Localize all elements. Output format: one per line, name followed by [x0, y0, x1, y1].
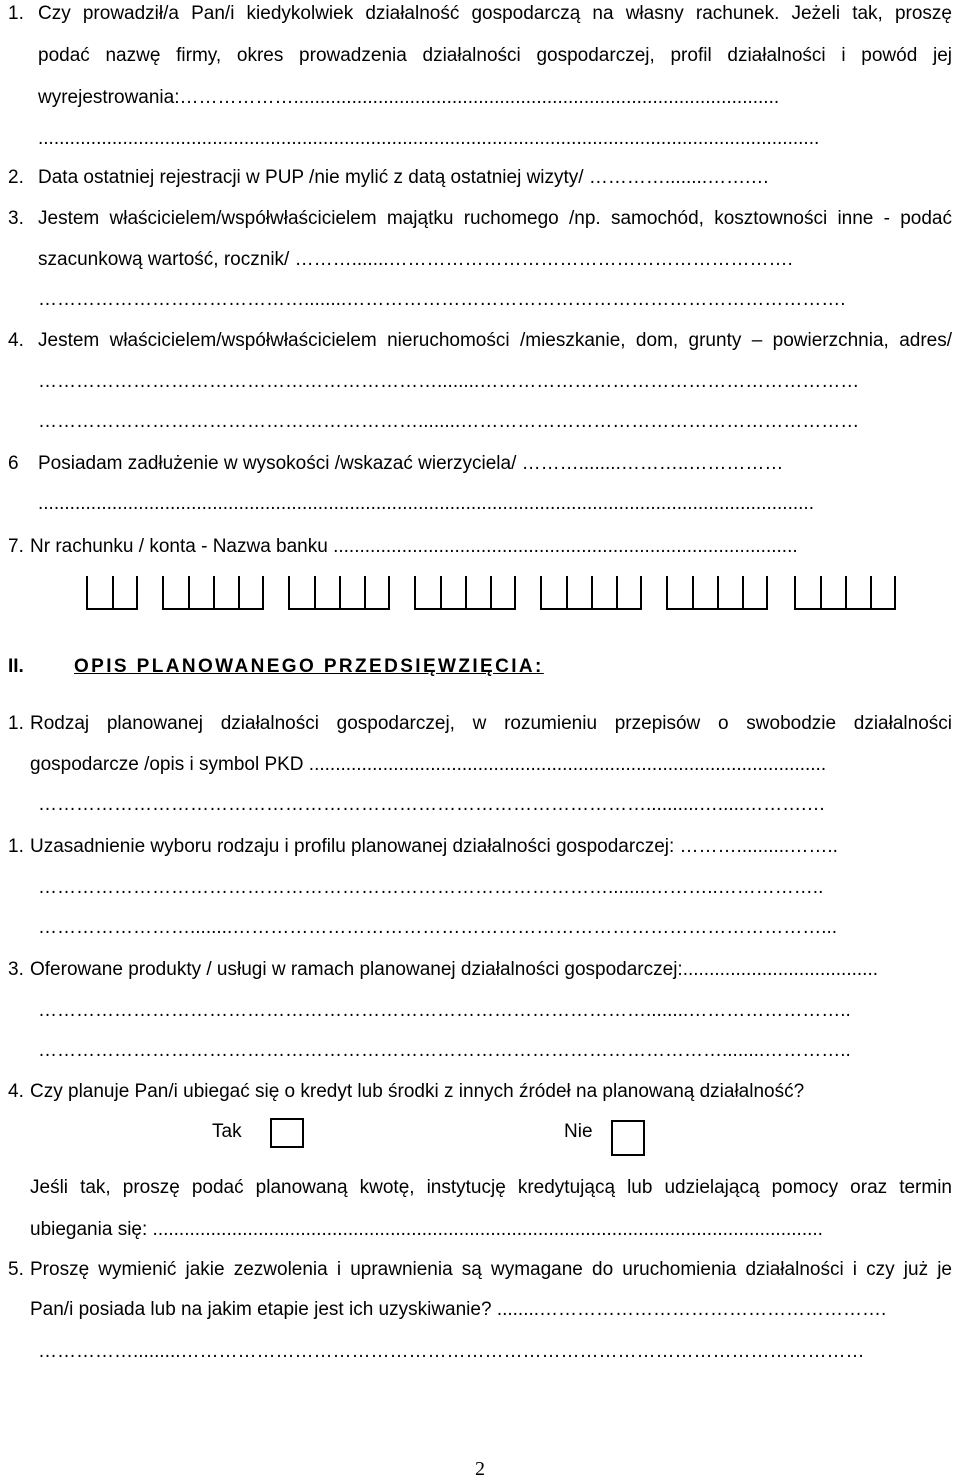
s2-p4-number: 4.: [8, 1081, 24, 1102]
account-group-4[interactable]: [414, 576, 516, 610]
account-group-6[interactable]: [666, 576, 768, 610]
account-group-1[interactable]: [86, 576, 138, 610]
s2-p2-answer-field-1[interactable]: ………………………………………………………………………………........………..……………..: [38, 877, 824, 898]
s2-p3-answer-field-2[interactable]: ………………………………………………………………………………………………........…………..: [38, 1040, 851, 1061]
q7-text[interactable]: Nr rachunku / konta - Nazwa banku ........................................................................................: [30, 536, 798, 557]
section-2-heading: [8, 656, 544, 678]
s2-p3-text-1[interactable]: Oferowane produkty / usługi w ramach planowanej działalności gospodarczej:.....................................: [30, 959, 879, 980]
q2-line[interactable]: [0, 166, 960, 190]
s2-p2-text-1[interactable]: Uzasadnienie wyboru rodzaju i profilu planowanej działalności gospodarczej: ………..........……..: [30, 836, 838, 857]
q3-answer-field[interactable]: ……………………………………........…………………………………………………………………….: [38, 289, 846, 310]
q3-text-1: Jestem właścicielem/współwłaścicielem majątku ruchomego /np. samochód, kosztowności inne - podać: [38, 208, 952, 229]
s2-p5-text-2[interactable]: Pan/i posiada lub na jakim etapie jest ich uzyskiwanie? ........……………………………………………….: [30, 1299, 887, 1320]
q1-line-1: [0, 2, 960, 26]
q6-number: 6: [8, 453, 19, 474]
q3-line-2[interactable]: [0, 248, 960, 272]
section-2-title: OPIS PLANOWANEGO PRZEDSIĘWZIĘCIA:: [74, 656, 544, 677]
s2-p4-line-1: [0, 1080, 960, 1104]
s2-p2-answer-field-2[interactable]: ……………………........…………………………………………………………………………………...: [38, 917, 838, 938]
s2-p3-number: 3.: [8, 959, 24, 980]
q7-number: 7.: [8, 536, 24, 557]
q4-answer-field-1[interactable]: ………………………………………………………........……………………………………………………: [38, 371, 860, 392]
q1-answer-field-1[interactable]: wyrejestrowania:………………............................................................................................: [38, 87, 780, 108]
s2-p3-line-1[interactable]: [0, 958, 960, 982]
s2-p1-text-2[interactable]: gospodarcze /opis i symbol PKD ..................................................................................................: [30, 754, 827, 775]
q2-text[interactable]: Data ostatniej rejestracji w PUP /nie mylić z datą ostatniej wizyty/ …………........…….…: [38, 167, 770, 188]
s2-p5-answer-field[interactable]: …………….........………………………………………………………………………………………………: [38, 1341, 865, 1362]
q3-text-2[interactable]: szacunkową wartość, rocznik/ ……….......……………………………………………………….: [38, 249, 793, 270]
s2-p4-answer-field[interactable]: ubiegania się: ...............................................................................................................................: [30, 1219, 823, 1240]
section-2-roman: II.: [8, 656, 24, 677]
option-tak-checkbox[interactable]: [270, 1118, 304, 1148]
s2-p3-line-2[interactable]: [0, 999, 960, 1023]
s2-p1-line-1: [0, 712, 960, 736]
s2-p4-line-3[interactable]: [0, 1218, 960, 1242]
account-number-field[interactable]: [86, 576, 906, 612]
s2-p5-line-1: [0, 1258, 960, 1282]
s2-p3-answer-field-1[interactable]: ……………………………………………………………………………………........……………………..: [38, 1000, 851, 1021]
s2-p1-answer-field[interactable]: ……………………………………………………………………………………..........….....……….…: [38, 794, 826, 815]
q1-text-1: Czy prowadził/a Pan/i kiedykolwiek działalność gospodarczą na własny rachunek. Jeżeli tak, proszę: [38, 3, 952, 24]
q1-line-2: [0, 44, 960, 68]
s2-p5-line-3[interactable]: [0, 1340, 960, 1364]
account-group-2[interactable]: [162, 576, 264, 610]
s2-p2-line-1[interactable]: [0, 835, 960, 859]
s2-p2-line-3[interactable]: [0, 916, 960, 940]
q4-line-1: [0, 329, 960, 353]
s2-p1-line-3[interactable]: [0, 793, 960, 817]
q1-number: 1.: [8, 3, 24, 24]
q3-line-3[interactable]: [0, 288, 960, 312]
account-group-3[interactable]: [288, 576, 390, 610]
s2-p5-number: 5.: [8, 1259, 24, 1280]
q6-line-1[interactable]: [0, 452, 960, 476]
q6-answer-field[interactable]: ...................................................................................................................................................: [38, 493, 814, 514]
option-tak-label: Tak: [212, 1121, 242, 1142]
account-group-5[interactable]: [540, 576, 642, 610]
s2-p4-text-2: Jeśli tak, proszę podać planowaną kwotę, instytucję kredytującą lub udzielającą pomocy oraz termin: [30, 1177, 952, 1198]
q4-number: 4.: [8, 330, 24, 351]
s2-p3-line-3[interactable]: [0, 1039, 960, 1063]
page-number: 2: [475, 1458, 485, 1480]
q3-line-1: [0, 207, 960, 231]
option-nie-checkbox[interactable]: [611, 1120, 645, 1156]
q1-answer-field-2[interactable]: ....................................................................................................................................................: [38, 128, 820, 149]
q1-text-2: podać nazwę firmy, okres prowadzenia działalności gospodarczej, profil działalności i powód jej: [38, 45, 952, 66]
q4-text-1: Jestem właścicielem/współwłaścicielem nieruchomości /mieszkanie, dom, grunty – powierzchnia, adres/: [38, 330, 952, 351]
q1-line-4[interactable]: [0, 127, 960, 151]
s2-p2-line-2[interactable]: [0, 876, 960, 900]
s2-p4-line-2: [0, 1176, 960, 1200]
q6-text-1[interactable]: Posiadam zadłużenie w wysokości /wskazać wierzyciela/ ………........………..……………: [38, 453, 784, 474]
s2-p5-line-2[interactable]: [0, 1298, 960, 1322]
s2-p1-number: 1.: [8, 713, 24, 734]
q3-number: 3.: [8, 208, 24, 229]
q6-line-2[interactable]: [0, 492, 960, 516]
q1-line-3[interactable]: [0, 86, 960, 110]
q4-line-2[interactable]: [0, 370, 960, 394]
q4-answer-field-2[interactable]: ……………………………………………………........………………………………………………………: [38, 411, 860, 432]
s2-p2-number: 1.: [8, 836, 24, 857]
q2-number: 2.: [8, 167, 24, 188]
s2-p1-text-1: Rodzaj planowanej działalności gospodarczej, w rozumieniu przepisów o swobodzie działalności: [30, 713, 952, 734]
option-nie-label: Nie: [564, 1121, 593, 1142]
s2-p5-text-1: Proszę wymienić jakie zezwolenia i uprawnienia są wymagane do uruchomienia działalności i czy już je: [30, 1259, 952, 1280]
s2-p4-text-1: Czy planuje Pan/i ubiegać się o kredyt lub środki z innych źródeł na planowaną działalność?: [30, 1081, 805, 1102]
s2-p1-line-2[interactable]: [0, 753, 960, 777]
q4-line-3[interactable]: [0, 410, 960, 434]
q7-line[interactable]: [0, 535, 960, 559]
account-group-7[interactable]: [794, 576, 896, 610]
